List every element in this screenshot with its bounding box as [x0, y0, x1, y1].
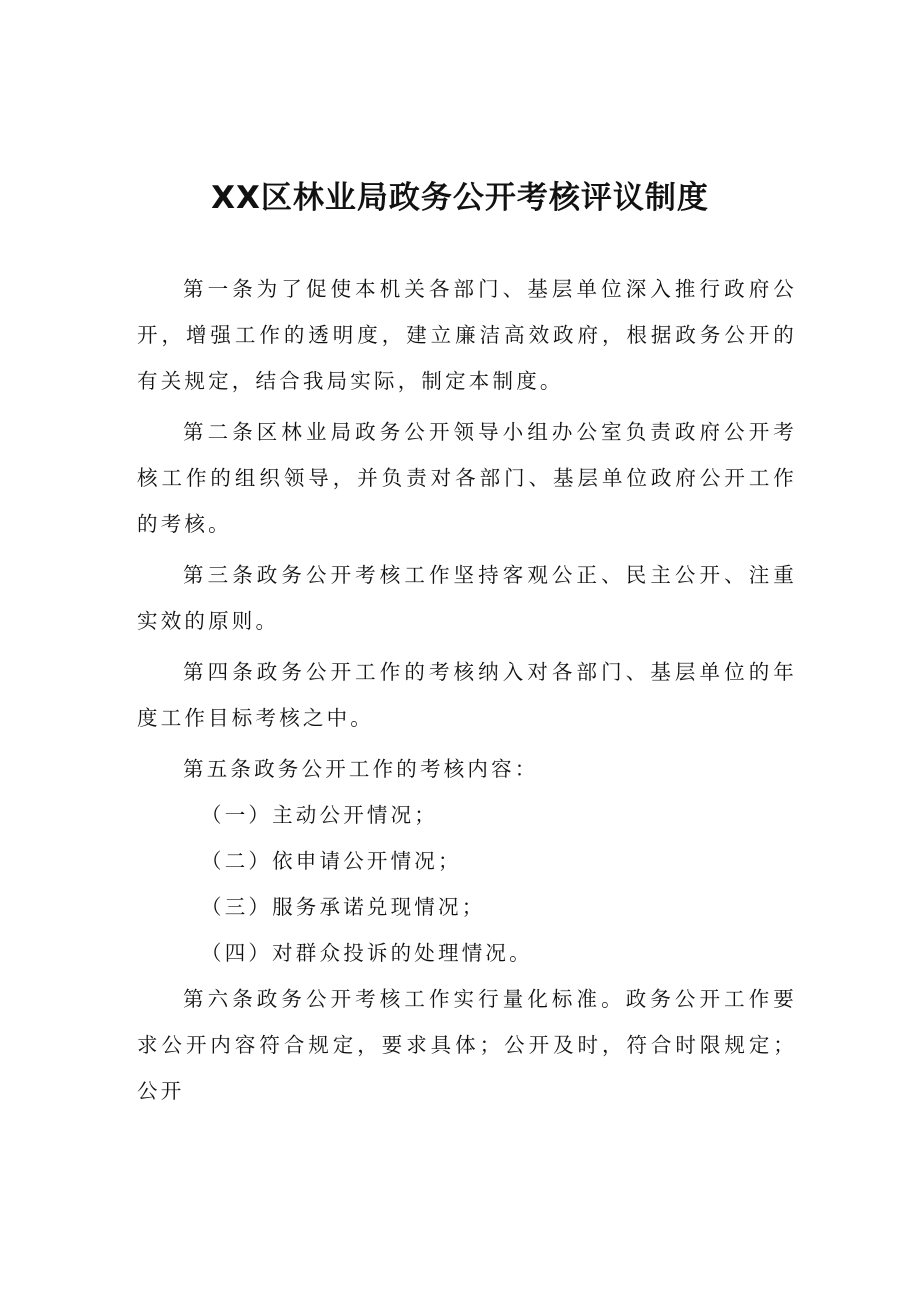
article-3: 第三条政务公开考核工作坚持客观公正、民主公开、注重实效的原则。	[137, 563, 797, 633]
article-2: 第二条区林业局政务公开领导小组办公室负责政府公开考核工作的组织领导，并负责对各部门、基层单位政府公开工作的考核。	[137, 420, 797, 536]
document-body	[137, 266, 797, 1114]
article-4: 第四条政务公开工作的考核纳入对各部门、基层单位的年度工作目标考核之中。	[137, 660, 797, 730]
content-item-3: （三）服务承诺兑现情况；	[201, 895, 486, 919]
article-6: 第六条政务公开考核工作实行量化标准。政务公开工作要求公开内容符合规定，要求具体；公开及时，符合时限规定；公开	[137, 987, 797, 1103]
content-item-1: （一）主动公开情况；	[201, 803, 438, 827]
article-1: 第一条为了促使本机关各部门、基层单位深入推行政府公开，增强工作的透明度，建立廉洁高效政府，根据政务公开的有关规定，结合我局实际，制定本制度。	[137, 277, 797, 393]
document-title: XX区林业局政务公开考核评议制度	[211, 180, 709, 216]
content-item-2: （二）依申请公开情况；	[201, 849, 462, 873]
content-item-4: （四）对群众投诉的处理情况。	[201, 941, 533, 965]
article-5: 第五条政务公开工作的考核内容：	[183, 757, 539, 781]
